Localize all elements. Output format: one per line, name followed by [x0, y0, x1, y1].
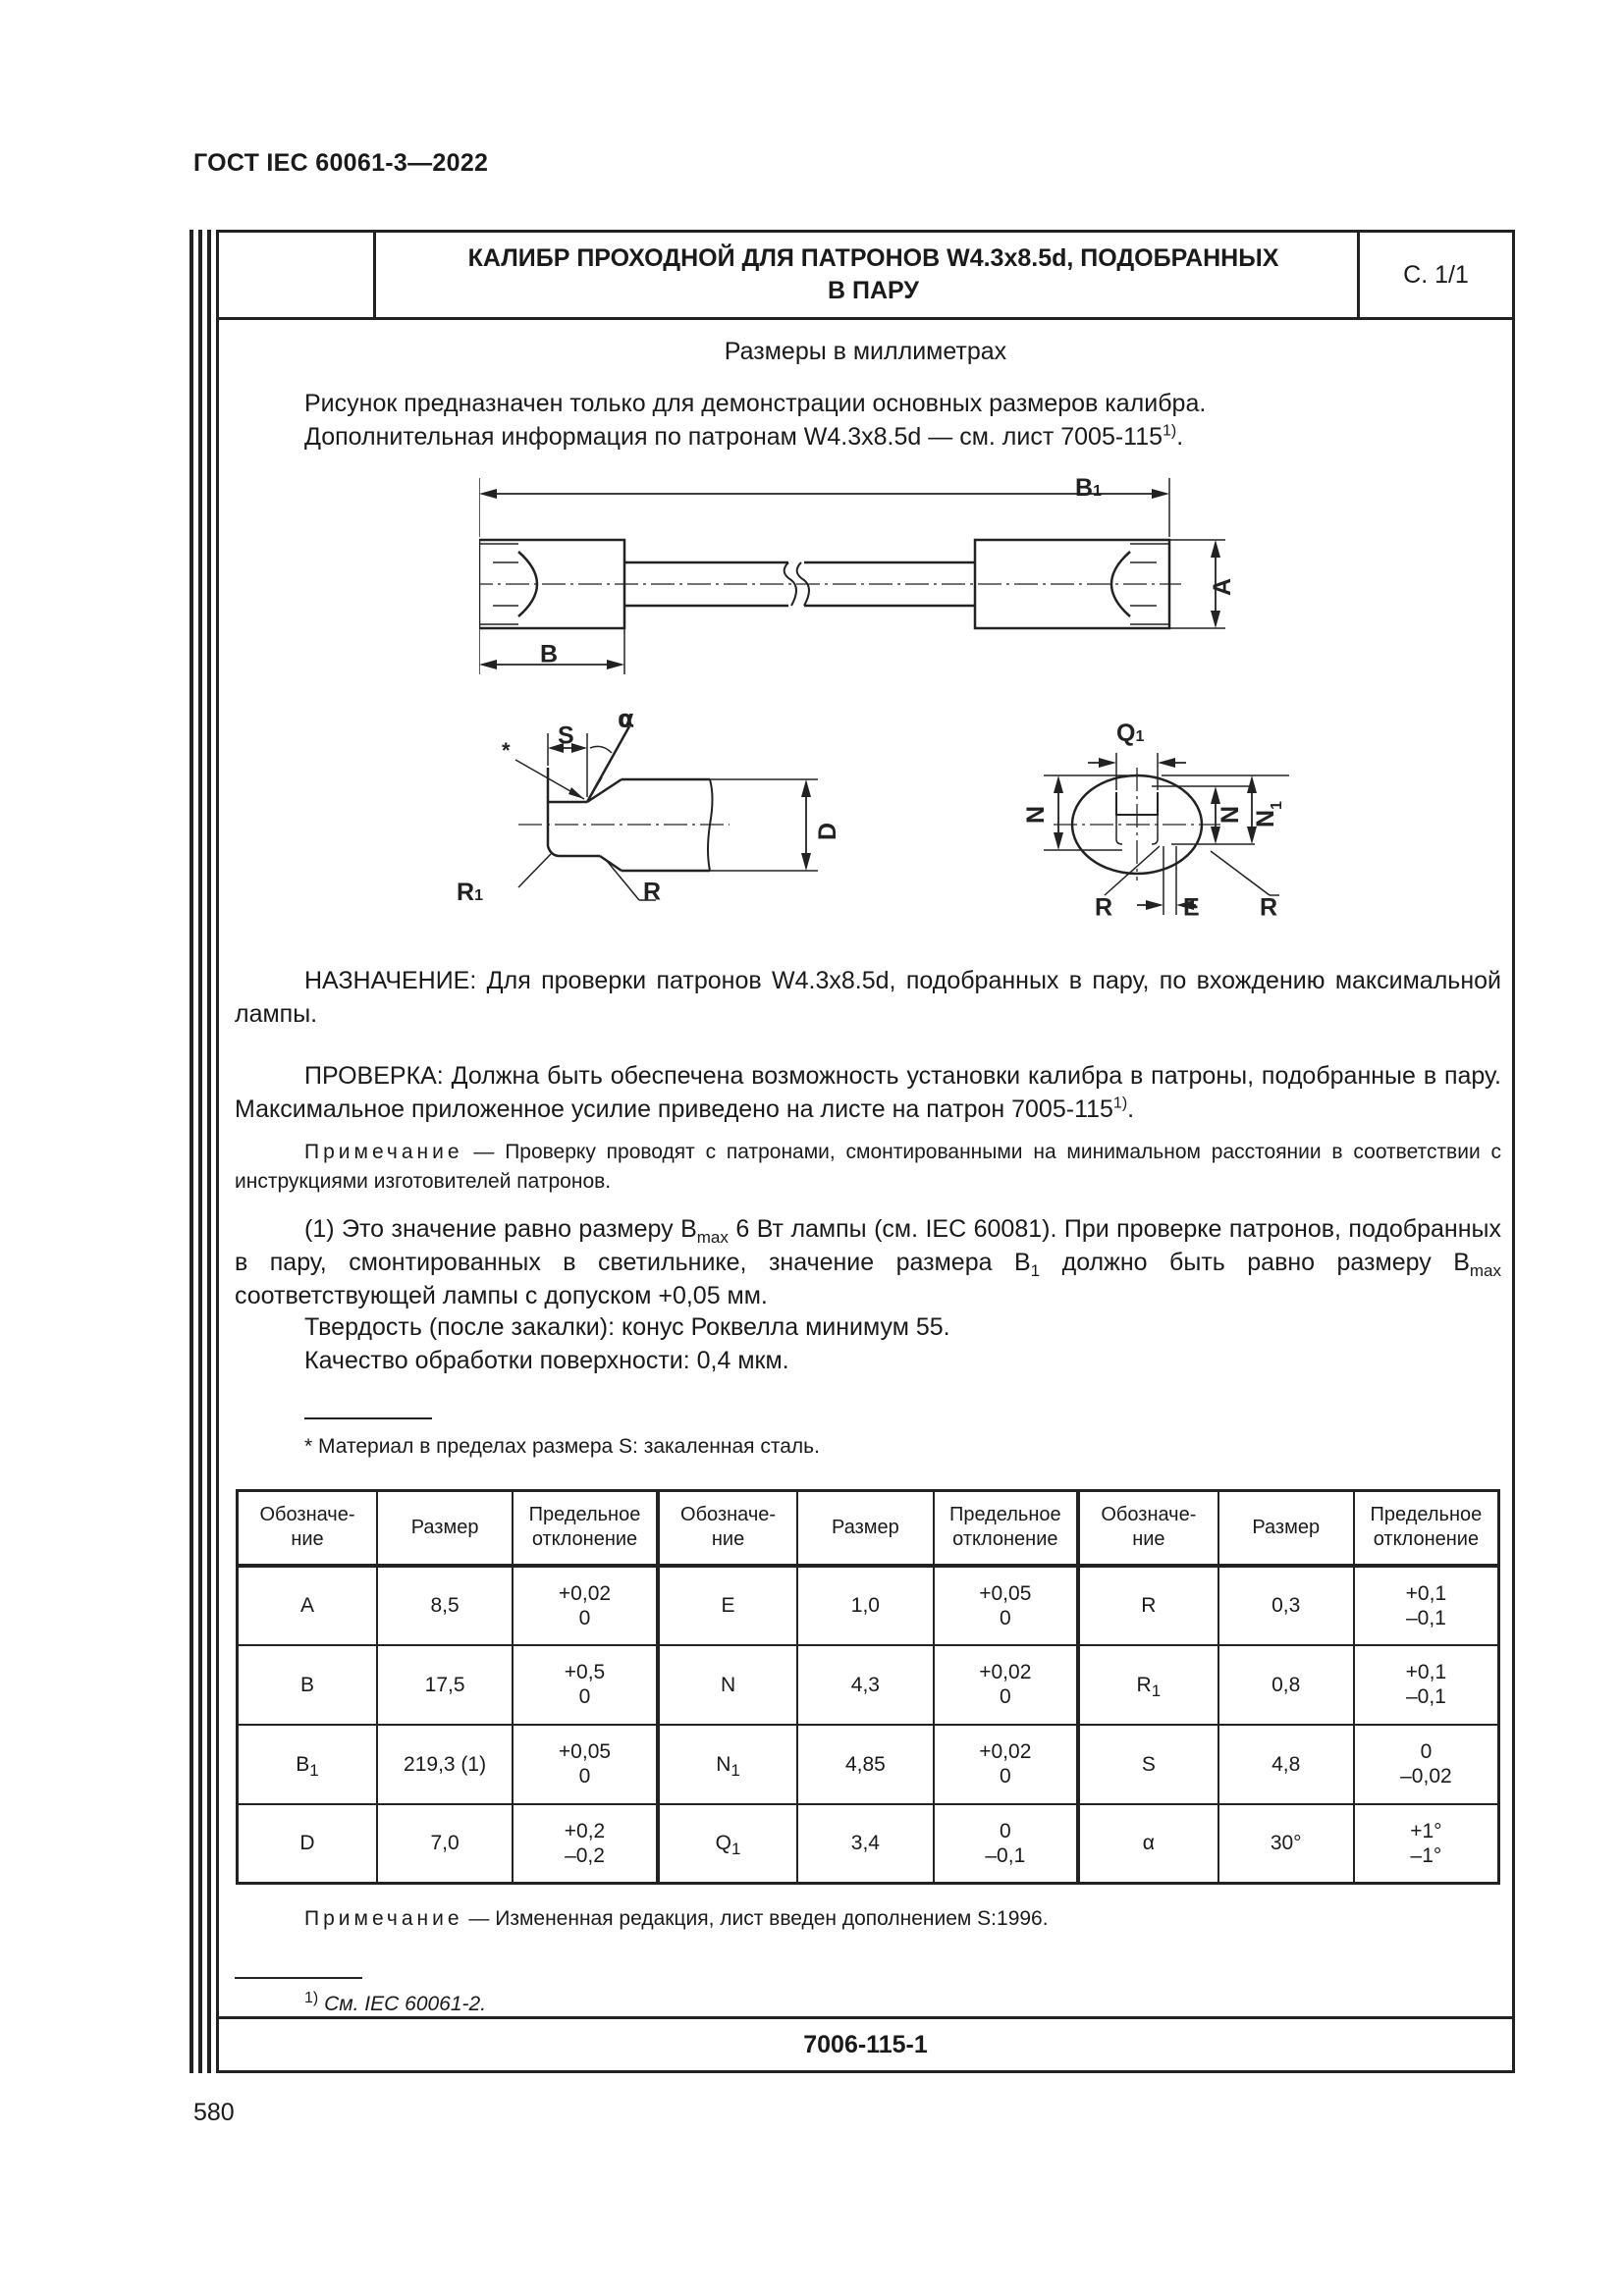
cell-size: 8,5 — [377, 1566, 513, 1645]
label-d: D — [814, 822, 841, 840]
cell-size: 3,4 — [797, 1804, 933, 1884]
cell-size: 17,5 — [377, 1645, 513, 1725]
label-n1: N — [1252, 809, 1279, 828]
label-q1: Q — [1116, 723, 1136, 747]
cell-size: 4,85 — [797, 1725, 933, 1804]
cell-size: 4,8 — [1218, 1725, 1354, 1804]
intro-line-1: Рисунок предназначен только для демонстрации основных размеров калибра. — [304, 390, 1207, 417]
svg-text:Q1 — [1116, 723, 1144, 747]
sheet-number: С. 1/1 — [1357, 233, 1512, 317]
cell-tolerance: +1° –1° — [1354, 1804, 1499, 1884]
footnote-separator — [304, 1417, 432, 1419]
label-b1: B — [1075, 478, 1094, 502]
remark-paragraph: (1) Это значение равно размеру $B_{max}$ 6 Вт лампы (см. IEC 60081). При проверке патронов, подобранных в пару, смонтированных в светильнике, значение размера $B_1$ должно быть равно размеру $B_{max}$ соответствующей лампы с допуском +0,05 мм. — [235, 1215, 1501, 1309]
label-b1-sub: 1 — [1093, 483, 1102, 501]
cell-size: 0,3 — [1218, 1566, 1354, 1645]
cell-size: 4,3 — [797, 1645, 933, 1725]
label-alpha: α — [618, 709, 635, 733]
cell-designation: E — [658, 1566, 797, 1645]
label-r: R — [643, 878, 662, 906]
sheet-code: 7006-115-1 — [219, 2016, 1512, 2070]
cell-designation: $B_1$ — [238, 1725, 377, 1804]
check-text: ПРОВЕРКА: Должна быть обеспечена возможность установки калибра в патроны, подобранные в пару. Максимальное приложенное усилие приведено на листе на патрон 7005-115$^{1)}$. — [235, 1062, 1501, 1123]
note-2: Примечание — Измененная редакция, лист введен дополнением S:1996. — [304, 1907, 1049, 1930]
material-note: * Материал в пределах размера S: закаленная сталь. — [304, 1435, 820, 1458]
intro-text — [304, 387, 1483, 454]
cell-tolerance: 0 –0,02 — [1354, 1725, 1499, 1804]
footnote-ref: 1) — [1112, 1095, 1128, 1112]
units-note: Размеры в миллиметрах — [724, 338, 1007, 365]
label-q1-sub: 1 — [1135, 728, 1145, 746]
cell-tolerance: +0,02 0 — [513, 1566, 658, 1645]
cell-size: 1,0 — [797, 1566, 933, 1645]
cell-tolerance: +0,5 0 — [513, 1645, 658, 1725]
label-s: S — [558, 721, 574, 750]
cell-tolerance: +0,1 –0,1 — [1354, 1566, 1499, 1645]
header-size: Размер — [1218, 1491, 1354, 1566]
label-a: A — [1209, 577, 1236, 596]
label-r-left: R — [1095, 893, 1113, 922]
header-tolerance: Предельное отклонение — [934, 1491, 1079, 1566]
cell-tolerance: +0,2 –0,2 — [513, 1804, 658, 1884]
table-row — [238, 1645, 1499, 1725]
cell-designation: $N_1$ — [658, 1725, 797, 1804]
cell-tolerance: +0,02 0 — [934, 1645, 1079, 1725]
hardness-text: Твердость (после закалки): конус Роквелла минимум 55. — [304, 1313, 950, 1341]
cell-tolerance: 0 –0,1 — [934, 1804, 1079, 1884]
note-1: Примечание — Проверку проводят с патронами, смонтированными на минимальном расстоянии в соответствии с инструкциями изготовителей патронов. — [235, 1141, 1501, 1193]
note-2-label: Примечание — [304, 1907, 463, 1930]
cell-tolerance: +0,05 0 — [513, 1725, 658, 1804]
standard-designation: ГОСТ IEC 60061-3—2022 — [193, 149, 489, 177]
cell-designation: N — [658, 1645, 797, 1725]
cell-size: 0,8 — [1218, 1645, 1354, 1725]
label-n-left: N — [1022, 805, 1050, 824]
footnote-separator — [235, 1977, 362, 1979]
label-r1-sub: 1 — [474, 887, 483, 905]
cell-tolerance: +0,02 0 — [934, 1725, 1079, 1804]
intro-line-2: Дополнительная информация по патронам W4.3x8.5d — см. лист 7005-115$^{1)}$. — [304, 422, 1184, 451]
svg-text:N1 — [1252, 801, 1285, 828]
header-size: Размер — [377, 1491, 513, 1566]
label-n-right: N — [1217, 805, 1244, 824]
cell-size: 30° — [1218, 1804, 1354, 1884]
header-tolerance: Предельное отклонение — [1354, 1491, 1499, 1566]
label-b: B — [540, 640, 559, 668]
note-1-label: Примечание — [304, 1141, 463, 1163]
margin-binding-lines — [189, 230, 215, 2073]
cell-designation: S — [1078, 1725, 1217, 1804]
cell-designation: A — [238, 1566, 377, 1645]
label-n1-sub: 1 — [1269, 801, 1285, 810]
header-tolerance: Предельное отклонение — [513, 1491, 658, 1566]
cell-tolerance: +0,05 0 — [934, 1566, 1079, 1645]
cell-designation: α — [1078, 1804, 1217, 1884]
surface-text: Качество обработки поверхности: 0,4 мкм. — [304, 1347, 789, 1374]
svg-text:B1 — [1075, 478, 1102, 502]
table-row — [238, 1725, 1499, 1804]
table-row — [238, 1566, 1499, 1645]
cell-designation: B — [238, 1645, 377, 1725]
header-size: Размер — [797, 1491, 933, 1566]
cell-size: 7,0 — [377, 1804, 513, 1884]
header-designation: Обозначе- ние — [1078, 1491, 1217, 1566]
cell-size: 219,3 (1) — [377, 1725, 513, 1804]
label-e: E — [1183, 893, 1200, 922]
title-block — [219, 233, 1512, 320]
label-r1: R — [457, 878, 475, 906]
page-number: 580 — [193, 2099, 235, 2126]
header-designation: Обозначе- ние — [658, 1491, 797, 1566]
cell-designation: R — [1078, 1566, 1217, 1645]
footnote-1: $^{1)}$ См. IEC 60061-2. — [304, 1990, 487, 2015]
cell-tolerance: +0,1 –0,1 — [1354, 1645, 1499, 1725]
cell-designation: D — [238, 1804, 377, 1884]
table-header-row — [238, 1491, 1499, 1566]
cell-designation: $Q_1$ — [658, 1804, 797, 1884]
header-designation: Обозначе- ние — [238, 1491, 377, 1566]
cell-designation: $R_1$ — [1078, 1645, 1217, 1725]
sheet-title: КАЛИБР ПРОХОДНОЙ ДЛЯ ПАТРОНОВ W4.3x8.5d, ПОДОБРАННЫХ В ПАРУ — [467, 244, 1279, 304]
title-block-empty-cell — [219, 233, 376, 317]
label-r-right: R — [1260, 893, 1278, 922]
dimensions-table — [236, 1489, 1500, 1885]
purpose-text: НАЗНАЧЕНИЕ: Для проверки патронов W4.3x8.5d, подобранных в пару, по вхождению максимальной лампы. — [235, 967, 1501, 1028]
gauge-tip-detail-drawing — [425, 709, 847, 915]
label-star: * — [502, 738, 511, 763]
gauge-end-view-drawing — [1014, 723, 1358, 930]
gauge-side-view-drawing — [479, 478, 1265, 694]
footnote-ref: 1) — [1163, 422, 1177, 440]
table-row — [238, 1804, 1499, 1884]
svg-text:R1 — [457, 879, 483, 906]
